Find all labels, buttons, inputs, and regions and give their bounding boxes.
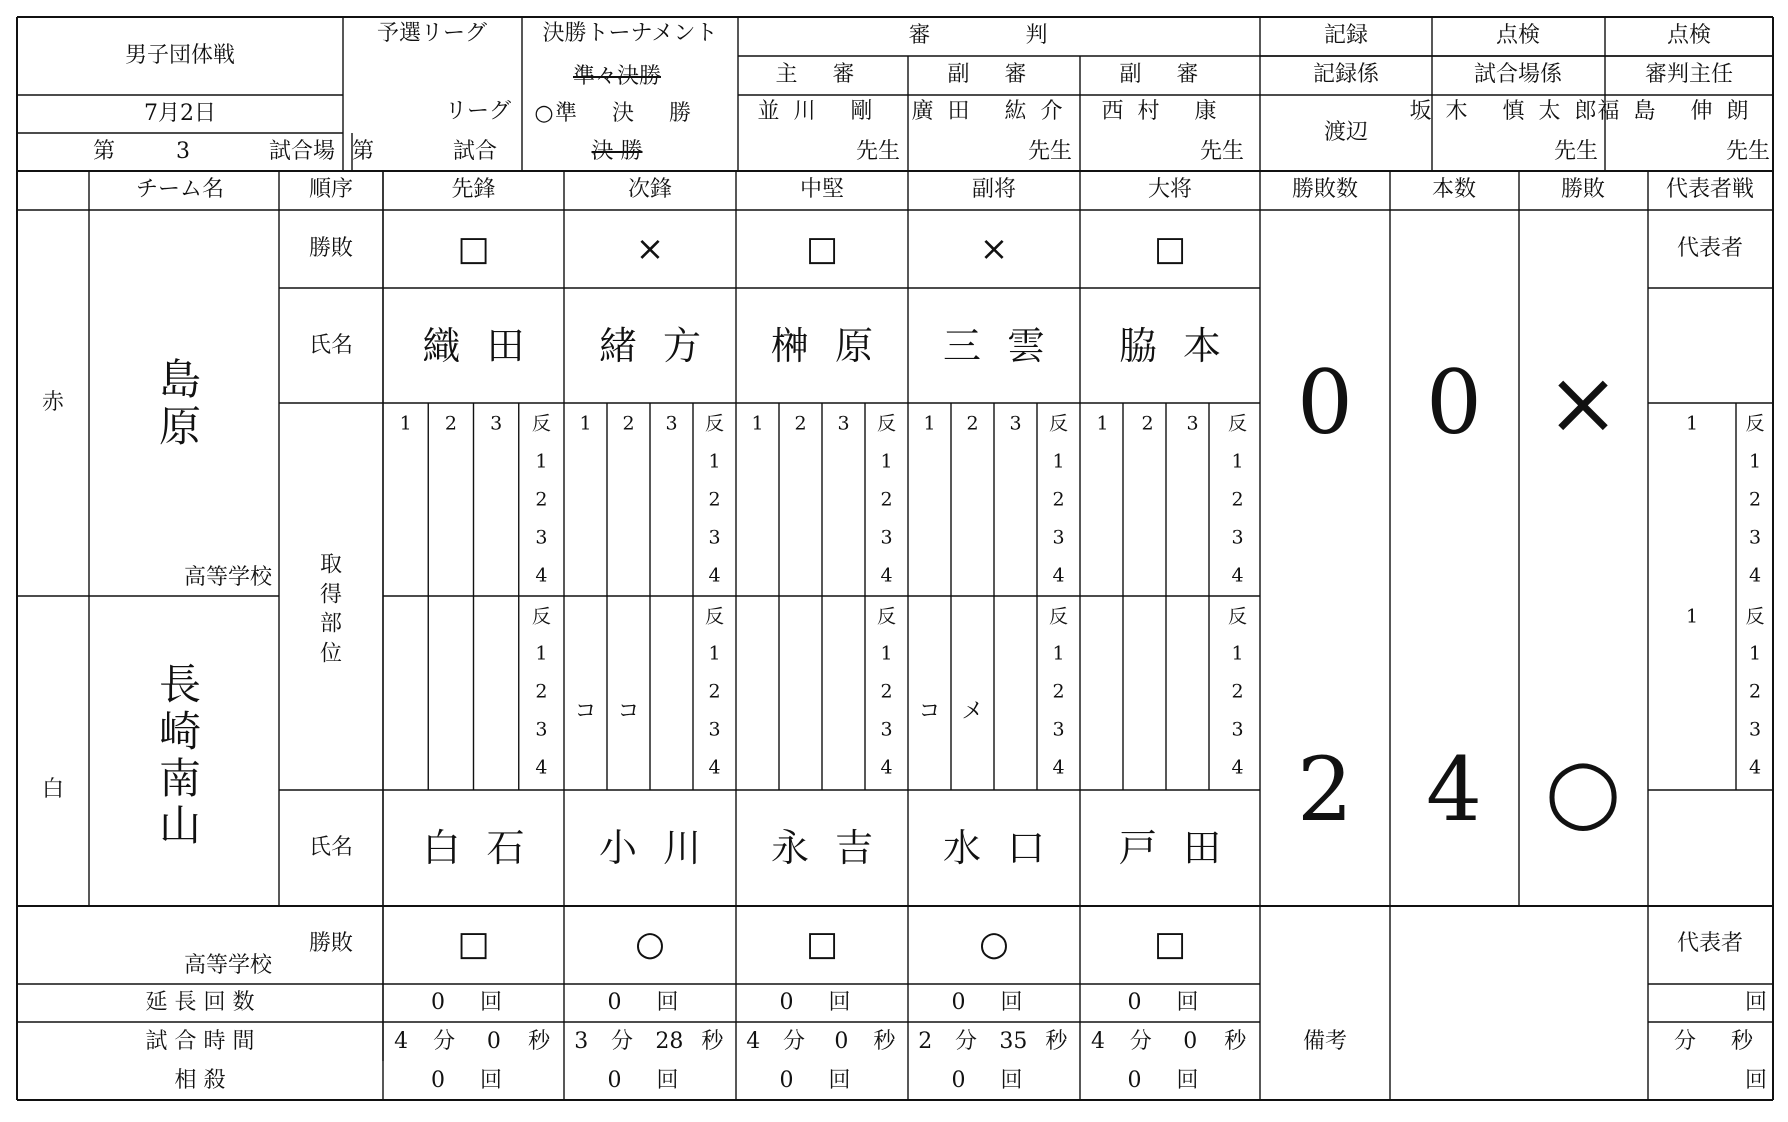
final-f: 決 勝 <box>591 139 643 164</box>
red-result: × <box>635 229 665 269</box>
white-team-name: 長 崎 南 山 <box>158 659 202 851</box>
white-wins: 2 <box>1297 738 1353 841</box>
match-time: 0 <box>1183 1029 1198 1054</box>
match-time: 秒 <box>873 1029 896 1054</box>
rep-hansoku-red: 1 <box>1748 450 1762 473</box>
time-label: 試 合 時 間 <box>145 1029 255 1054</box>
point-col-head: 反 <box>1227 412 1248 435</box>
rep-hansoku-red: 3 <box>1748 526 1762 549</box>
hansoku-row-white: 3 <box>880 718 893 741</box>
white-waza-1: コ <box>574 699 597 724</box>
match-time: 4 <box>746 1029 761 1054</box>
white-points: 4 <box>1426 738 1482 841</box>
aisai-count: 0 回 <box>607 1068 693 1093</box>
hansoku-row-red: 2 <box>1052 488 1065 511</box>
point-col-head: 2 <box>444 412 457 435</box>
referee-name: 西村 康 <box>1101 99 1231 124</box>
point-col-head: 反 <box>704 412 725 435</box>
point-col-head: 反 <box>531 412 551 435</box>
check2-title: 点検 <box>1666 23 1712 48</box>
hansoku-row-white: 2 <box>1231 680 1244 703</box>
hansoku-row-red: 4 <box>880 564 893 587</box>
hansoku-row-white: 2 <box>880 680 893 703</box>
check2-role: 審判主任 <box>1644 62 1734 87</box>
rep-label-white: 代表者 <box>1676 931 1744 956</box>
final-title: 決勝トーナメント <box>542 21 718 46</box>
white-waza-2: コ <box>617 699 640 724</box>
point-col-head: 3 <box>490 412 503 435</box>
hansoku-row-red: 2 <box>1231 488 1244 511</box>
rep-hansoku-white: 1 <box>1748 642 1762 665</box>
col-team-name: チーム名 <box>135 177 225 202</box>
hansoku-row-red: 4 <box>1231 564 1244 587</box>
match-time: 分 <box>433 1029 456 1054</box>
white-waza-1: コ <box>918 699 941 724</box>
referee-suffix: 先生 <box>855 139 900 164</box>
aisai-count: 0 回 <box>431 1068 516 1093</box>
extension-label: 延 長 回 数 <box>145 990 255 1015</box>
red-rep-col: 1 <box>1685 412 1699 435</box>
hansoku-row-white: 1 <box>880 642 893 665</box>
red-name: 織田 <box>422 324 551 368</box>
record-role: 記録係 <box>1312 62 1380 87</box>
match-time: 2 <box>918 1029 933 1054</box>
match-time: 秒 <box>701 1029 724 1054</box>
hansoku-row-white: 3 <box>1231 718 1244 741</box>
white-result: ○ <box>635 924 665 964</box>
hansoku-row-white: 3 <box>708 718 721 741</box>
remarks-label: 備考 <box>1302 1029 1348 1054</box>
final-qf: 準々決勝 <box>572 64 662 89</box>
point-col-head: 2 <box>1141 412 1154 435</box>
hansoku-row-red: 3 <box>708 526 721 549</box>
prelim-league: リーグ <box>444 99 512 124</box>
match-prefix: 第 <box>92 139 116 164</box>
hansoku-head-white: 反 <box>1048 605 1069 628</box>
red-wins: 0 <box>1297 351 1353 454</box>
extension-count: 0 回 <box>1127 990 1213 1015</box>
referee-title: 審 判 <box>908 23 1092 48</box>
match-time: 35 <box>999 1029 1028 1054</box>
extension-count: 0 回 <box>431 990 516 1015</box>
check1-name: 坂木 慎太郎 <box>1409 99 1611 124</box>
prelim-suffix: 試合 <box>452 139 498 164</box>
col-position: 大将 <box>1147 177 1193 202</box>
record-name: 渡辺 <box>1323 120 1369 145</box>
match-time: 秒 <box>528 1029 551 1054</box>
red-school: 高等学校 <box>183 565 272 590</box>
match-time: 分 <box>611 1029 634 1054</box>
rep-hansoku-red: 2 <box>1748 488 1762 511</box>
red-rep-hansoku: 反 <box>1745 412 1765 435</box>
point-col-head: 3 <box>1009 412 1022 435</box>
record-title: 記録 <box>1323 23 1369 48</box>
extension-count: 0 回 <box>607 990 693 1015</box>
red-result: × <box>979 229 1009 269</box>
hansoku-row-red: 3 <box>1231 526 1244 549</box>
match-time: 分 <box>1129 1029 1152 1054</box>
label-result-white: 勝敗 <box>308 931 354 956</box>
white-name: 小川 <box>598 826 728 870</box>
event-title: 男子団体戦 <box>124 43 236 68</box>
col-points: 本数 <box>1431 177 1477 202</box>
red-result: □ <box>1153 229 1187 269</box>
white-result: □ <box>1153 924 1187 964</box>
point-col-head: 2 <box>966 412 979 435</box>
point-col-head: 3 <box>665 412 678 435</box>
red-outcome: × <box>1546 351 1620 454</box>
hansoku-head-white: 反 <box>876 605 897 628</box>
hansoku-row-red: 2 <box>535 488 548 511</box>
point-col-head: 2 <box>794 412 807 435</box>
match-number: 3 <box>176 139 190 164</box>
col-position: 副将 <box>971 177 1017 202</box>
red-name: 脇本 <box>1118 324 1248 368</box>
match-time: 分 <box>783 1029 806 1054</box>
white-school: 高等学校 <box>183 953 272 978</box>
match-time: 3 <box>574 1029 589 1054</box>
referee-name: 廣田 紘介 <box>911 99 1077 124</box>
match-suffix: 試合場 <box>268 139 336 164</box>
hansoku-row-red: 4 <box>1052 564 1065 587</box>
hansoku-row-white: 4 <box>1231 756 1244 779</box>
check2-name: 福島 伸朗 <box>1597 99 1763 124</box>
white-name: 永吉 <box>770 826 900 870</box>
final-sf: 準 決 勝 <box>555 101 705 126</box>
match-time: 28 <box>655 1029 684 1054</box>
match-time: 4 <box>1091 1029 1105 1054</box>
white-name: 水口 <box>942 826 1072 870</box>
white-result: □ <box>457 924 490 964</box>
hansoku-row-white: 3 <box>1052 718 1065 741</box>
rep-hansoku-white: 4 <box>1748 756 1762 779</box>
point-col-head: 1 <box>923 412 936 435</box>
col-rep: 代表者戦 <box>1665 177 1755 202</box>
red-name: 三雲 <box>942 324 1072 368</box>
referee-name: 並川 剛 <box>757 99 887 124</box>
red-result: □ <box>457 229 490 269</box>
white-rep-col: 1 <box>1685 605 1699 628</box>
point-col-head: 2 <box>622 412 635 435</box>
hansoku-row-red: 1 <box>1231 450 1244 473</box>
point-col-head: 1 <box>399 412 412 435</box>
hansoku-row-red: 4 <box>535 564 548 587</box>
hansoku-row-red: 2 <box>708 488 721 511</box>
point-col-head: 1 <box>1096 412 1109 435</box>
referee-suffix: 先生 <box>1027 139 1072 164</box>
hansoku-row-white: 4 <box>535 756 548 779</box>
hansoku-row-white: 3 <box>535 718 548 741</box>
hansoku-row-white: 2 <box>1052 680 1065 703</box>
col-order: 順序 <box>308 177 354 202</box>
check2-suffix: 先生 <box>1725 139 1770 164</box>
point-col-head: 1 <box>579 412 592 435</box>
point-col-head: 反 <box>1048 412 1069 435</box>
hansoku-row-red: 1 <box>535 450 548 473</box>
match-time: 0 <box>486 1029 501 1054</box>
hansoku-row-white: 1 <box>1052 642 1065 665</box>
col-result: 勝敗 <box>1560 177 1606 202</box>
check1-title: 点検 <box>1495 23 1541 48</box>
red-name: 緒方 <box>598 324 728 368</box>
hansoku-head-white: 反 <box>531 605 551 628</box>
rep-extension: 回 <box>1744 990 1767 1015</box>
red-team-name: 島 原 <box>158 354 202 451</box>
hansoku-row-white: 4 <box>1052 756 1065 779</box>
hansoku-row-red: 4 <box>708 564 721 587</box>
extension-count: 0 回 <box>951 990 1037 1015</box>
rep-hansoku-white: 3 <box>1748 718 1762 741</box>
hansoku-row-red: 3 <box>880 526 893 549</box>
match-time: 0 <box>834 1029 849 1054</box>
match-time: 秒 <box>1045 1029 1068 1054</box>
point-col-head: 1 <box>751 412 764 435</box>
white-name: 白石 <box>422 826 551 870</box>
aisai-count: 0 回 <box>779 1068 865 1093</box>
red-name: 榊原 <box>770 324 900 368</box>
hansoku-row-white: 1 <box>708 642 721 665</box>
referee-role: 主 審 <box>775 62 869 87</box>
label-name-white: 氏名 <box>308 835 354 860</box>
col-position: 中堅 <box>799 177 845 202</box>
referee-role: 副 審 <box>1119 62 1213 87</box>
referee-suffix: 先生 <box>1199 139 1244 164</box>
hansoku-row-white: 2 <box>535 680 548 703</box>
check1-role: 試合場係 <box>1473 62 1563 87</box>
hansoku-row-red: 1 <box>1052 450 1065 473</box>
rep-time: 分 秒 <box>1674 1029 1767 1054</box>
col-wins: 勝敗数 <box>1291 177 1359 202</box>
prelim-prefix: 第 <box>351 139 375 164</box>
red-color-label: 赤 <box>41 390 65 415</box>
hansoku-row-red: 3 <box>1052 526 1065 549</box>
rep-aisai: 回 <box>1744 1068 1767 1093</box>
red-result: □ <box>805 229 839 269</box>
point-col-head: 3 <box>837 412 850 435</box>
white-name: 戸田 <box>1118 826 1248 870</box>
label-points: 取 得 部 位 <box>319 552 343 667</box>
col-position: 次鋒 <box>627 177 673 202</box>
white-result: □ <box>805 924 839 964</box>
rep-hansoku-red: 4 <box>1748 564 1762 587</box>
hansoku-row-red: 1 <box>708 450 721 473</box>
col-position: 先鋒 <box>451 177 496 202</box>
hansoku-row-white: 1 <box>535 642 548 665</box>
aisai-count: 0 回 <box>951 1068 1037 1093</box>
rep-hansoku-white: 2 <box>1748 680 1762 703</box>
label-result-red: 勝敗 <box>308 236 354 261</box>
white-waza-2: メ <box>961 699 984 724</box>
hansoku-row-white: 1 <box>1231 642 1244 665</box>
match-time: 4 <box>394 1029 409 1054</box>
hansoku-row-white: 4 <box>708 756 721 779</box>
white-outcome: ○ <box>1544 738 1622 841</box>
point-col-head: 反 <box>876 412 897 435</box>
red-points: 0 <box>1426 351 1482 454</box>
white-result: ○ <box>979 924 1009 964</box>
hansoku-row-red: 1 <box>880 450 893 473</box>
hansoku-row-white: 2 <box>708 680 721 703</box>
white-rep-hansoku: 反 <box>1745 605 1765 628</box>
match-time: 分 <box>955 1029 978 1054</box>
check1-suffix: 先生 <box>1553 139 1598 164</box>
hansoku-row-red: 3 <box>535 526 548 549</box>
hansoku-row-white: 4 <box>880 756 893 779</box>
extension-count: 0 回 <box>779 990 865 1015</box>
hansoku-head-white: 反 <box>704 605 725 628</box>
prelim-title: 予選リーグ <box>376 21 488 46</box>
label-name-red: 氏名 <box>308 333 354 358</box>
aisai-count: 0 回 <box>1127 1068 1213 1093</box>
rep-label-red: 代表者 <box>1676 236 1744 261</box>
hansoku-head-white: 反 <box>1227 605 1248 628</box>
match-date: 7月2日 <box>144 101 216 126</box>
referee-role: 副 審 <box>947 62 1041 87</box>
match-time: 秒 <box>1224 1029 1247 1054</box>
hansoku-row-red: 2 <box>880 488 893 511</box>
white-color-label: 白 <box>41 777 65 802</box>
final-sf-mark: ○ <box>534 101 554 126</box>
point-col-head: 3 <box>1186 412 1199 435</box>
aisai-label: 相 殺 <box>174 1068 226 1093</box>
